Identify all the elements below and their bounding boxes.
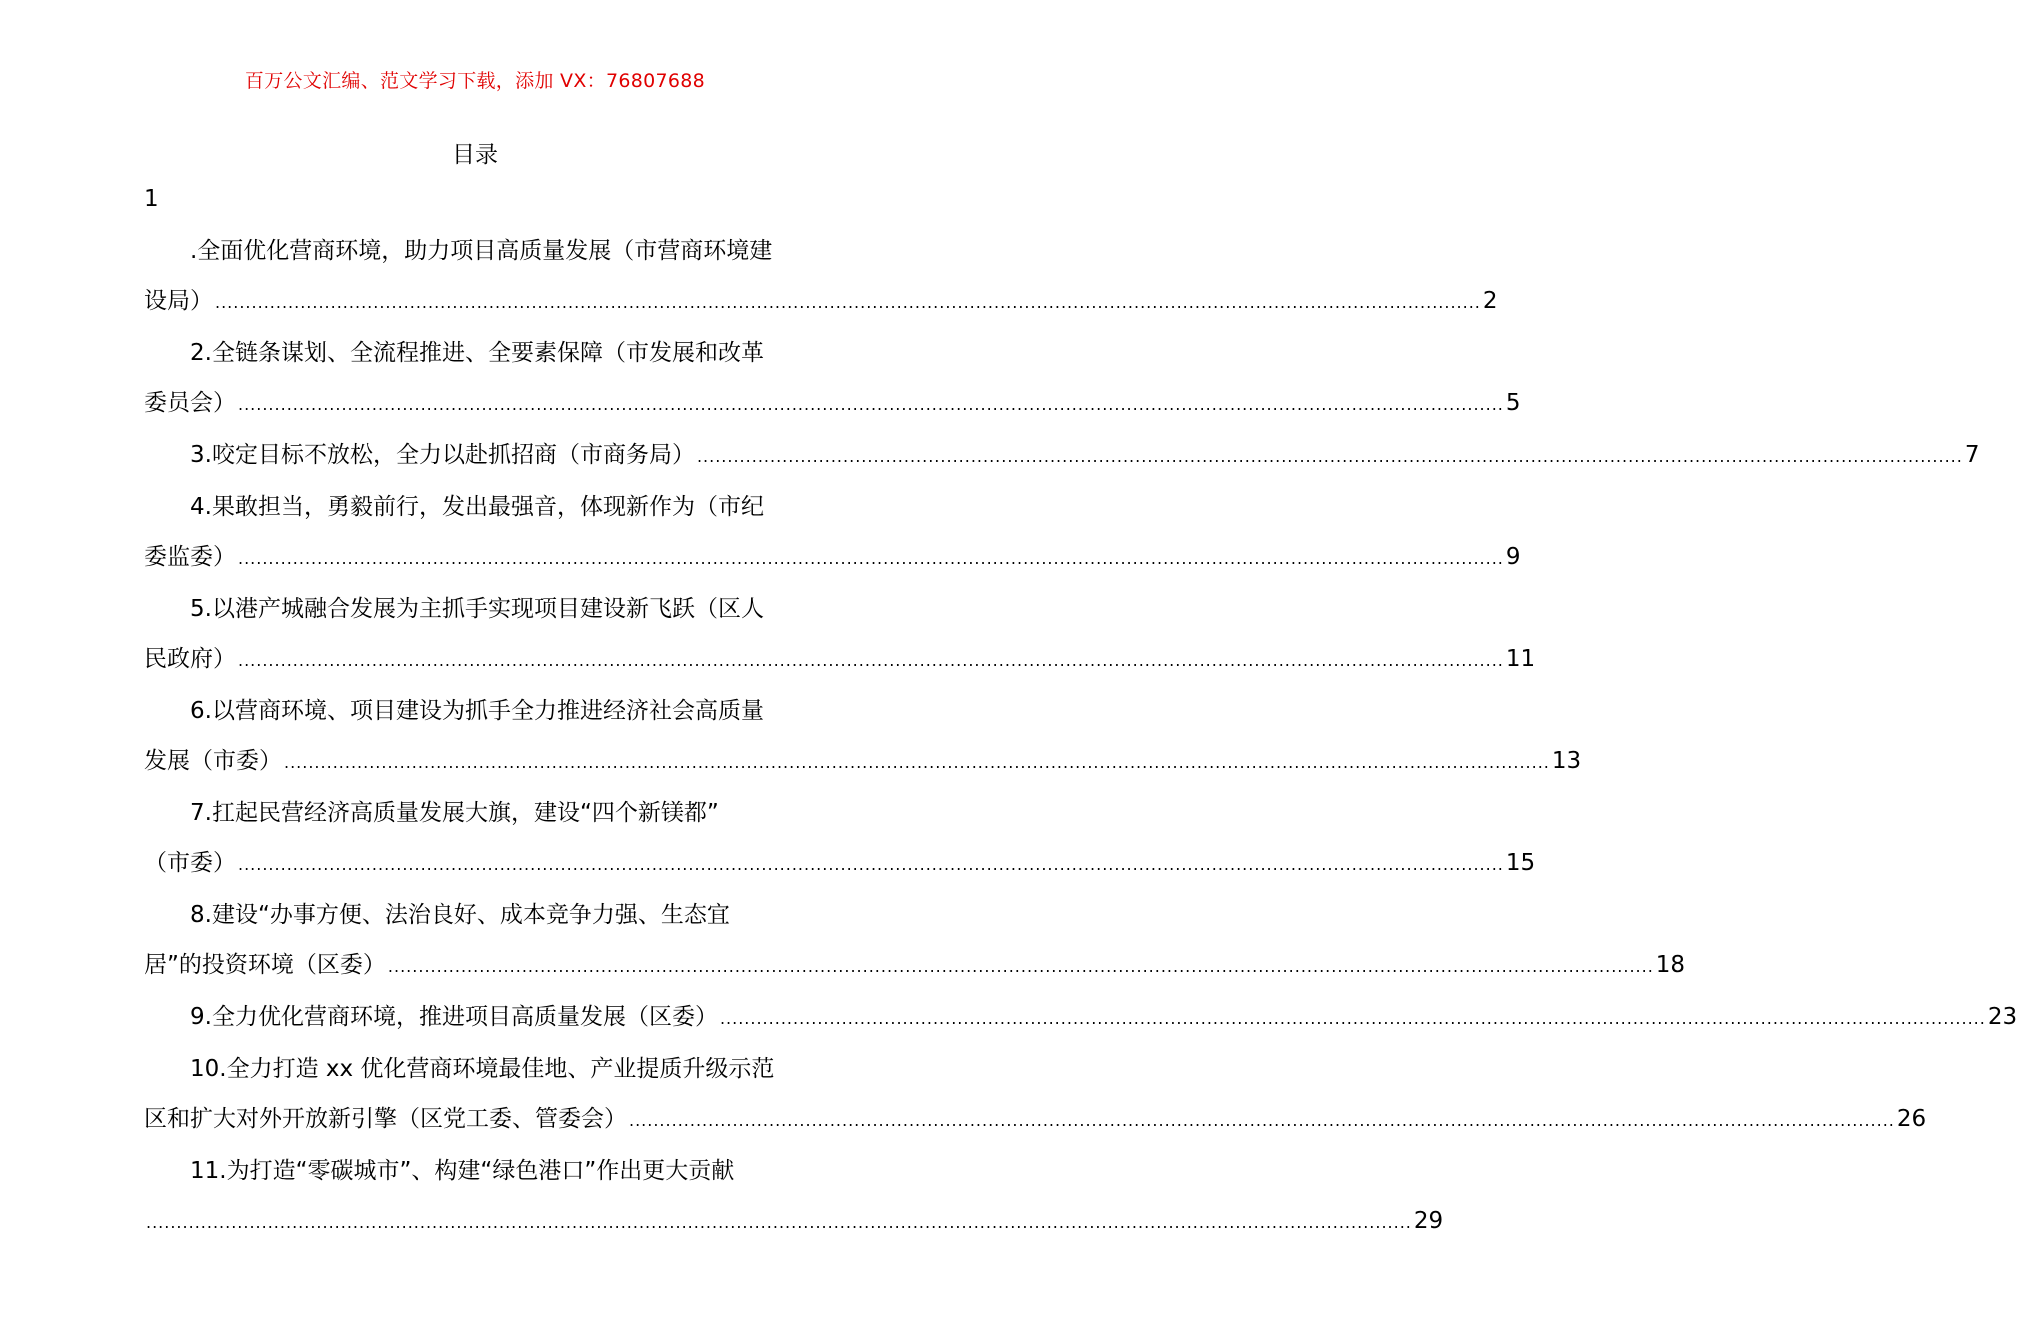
toc-entry-title-continued: （市委） [144, 850, 236, 876]
toc-entry-title-continued: 9.全力优化营商环境，推进项目高质量发展（区委） [190, 1004, 718, 1030]
toc-entry-leader-line [144, 634, 1536, 686]
toc-page-number: 9 [1505, 544, 1521, 570]
toc-entry-leader-line [144, 532, 1521, 584]
toc-entry[interactable] [144, 686, 1582, 788]
toc-entry[interactable] [144, 1044, 1927, 1146]
toc-page-number: 11 [1505, 646, 1536, 672]
toc-entry-title-continued: 委员会） [144, 390, 236, 416]
toc-entry-leader-line [144, 1196, 1444, 1248]
dot-leader [629, 1096, 1895, 1146]
toc-page-number: 5 [1505, 390, 1521, 416]
toc-entry-title-continued: 居”的投资环境（区委） [144, 952, 386, 978]
toc-entry[interactable] [144, 482, 1521, 584]
toc-entry[interactable] [144, 226, 1498, 328]
toc-page-number: 13 [1551, 748, 1582, 774]
toc-page-number: 23 [1987, 1004, 2017, 1030]
toc-entry-title: 5.以港产城融合发展为主抓手实现项目建设新飞跃（区人 [190, 596, 764, 622]
toc-entry[interactable] [144, 788, 1536, 890]
toc-page-number: 18 [1655, 952, 1686, 978]
toc-entry-title-continued: 区和扩大对外开放新引擎（区党工委、管委会） [144, 1106, 627, 1132]
toc-entry-title-continued: 委监委） [144, 544, 236, 570]
toc-page-number: 29 [1413, 1208, 1444, 1234]
toc-entry[interactable] [144, 992, 2017, 1044]
dot-leader [215, 278, 1481, 328]
toc-entry-title: 6.以营商环境、项目建设为抓手全力推进经济社会高质量 [190, 698, 764, 724]
table-of-contents [144, 226, 2017, 1248]
toc-entry-title: 7.扛起民营经济高质量发展大旗，建设“四个新镁都” [190, 800, 719, 826]
toc-entry-title: 8.建设“办事方便、法治良好、成本竞争力强、生态宜 [190, 902, 730, 928]
toc-entry[interactable] [144, 584, 1536, 686]
dot-leader [238, 380, 1504, 430]
toc-entry-leader-line [144, 378, 1521, 430]
toc-entry-title-continued: 发展（市委） [144, 748, 282, 774]
toc-entry-title: 2.全链条谋划、全流程推进、全要素保障（市发展和改革 [190, 340, 764, 366]
toc-page-number: 7 [1964, 442, 1980, 468]
toc-entry[interactable] [144, 430, 1980, 482]
toc-entry-title: 11.为打造“零碳城市”、构建“绿色港口”作出更大贡献 [190, 1158, 735, 1184]
dot-leader [284, 738, 1550, 788]
dot-leader [238, 840, 1504, 890]
dot-leader [697, 432, 1963, 482]
header-notice: 百万公文汇编、范文学习下载，添加 VX：76807688 [244, 70, 706, 92]
toc-entry-title-continued: 3.咬定目标不放松，全力以赴抓招商（市商务局） [190, 442, 695, 468]
toc-entry-leader-line [144, 1094, 1927, 1146]
toc-entry-leader-line [144, 430, 1980, 482]
toc-entry-leader-line [144, 736, 1582, 788]
toc-entry-title-continued: 民政府） [144, 646, 236, 672]
toc-entry-title: 4.果敢担当，勇毅前行，发出最强音，体现新作为（市纪 [190, 494, 764, 520]
toc-entry[interactable] [144, 1146, 1444, 1248]
document-title: 目录 [452, 142, 498, 168]
dot-leader [388, 942, 1654, 992]
toc-entry-leader-line [144, 992, 2017, 1044]
toc-page-number: 2 [1482, 288, 1498, 314]
dot-leader [238, 636, 1504, 686]
toc-page-number: 26 [1896, 1106, 1927, 1132]
toc-entry-leader-line [144, 838, 1536, 890]
toc-entry-title-continued: 设局） [144, 288, 213, 314]
dot-leader [238, 534, 1504, 584]
toc-entry-title: .全面优化营商环境，助力项目高质量发展（市营商环境建 [190, 238, 773, 264]
dot-leader [146, 1198, 1412, 1248]
toc-entry[interactable] [144, 890, 1686, 992]
dot-leader [720, 994, 1986, 1044]
toc-page-number: 15 [1505, 850, 1536, 876]
toc-entry[interactable] [144, 328, 1521, 430]
toc-entry-leader-line [144, 276, 1498, 328]
toc-entry-leader-line [144, 940, 1686, 992]
toc-entry-title: 10.全力打造 xx 优化营商环境最佳地、产业提质升级示范 [190, 1056, 775, 1082]
stray-number: 1 [144, 186, 159, 212]
